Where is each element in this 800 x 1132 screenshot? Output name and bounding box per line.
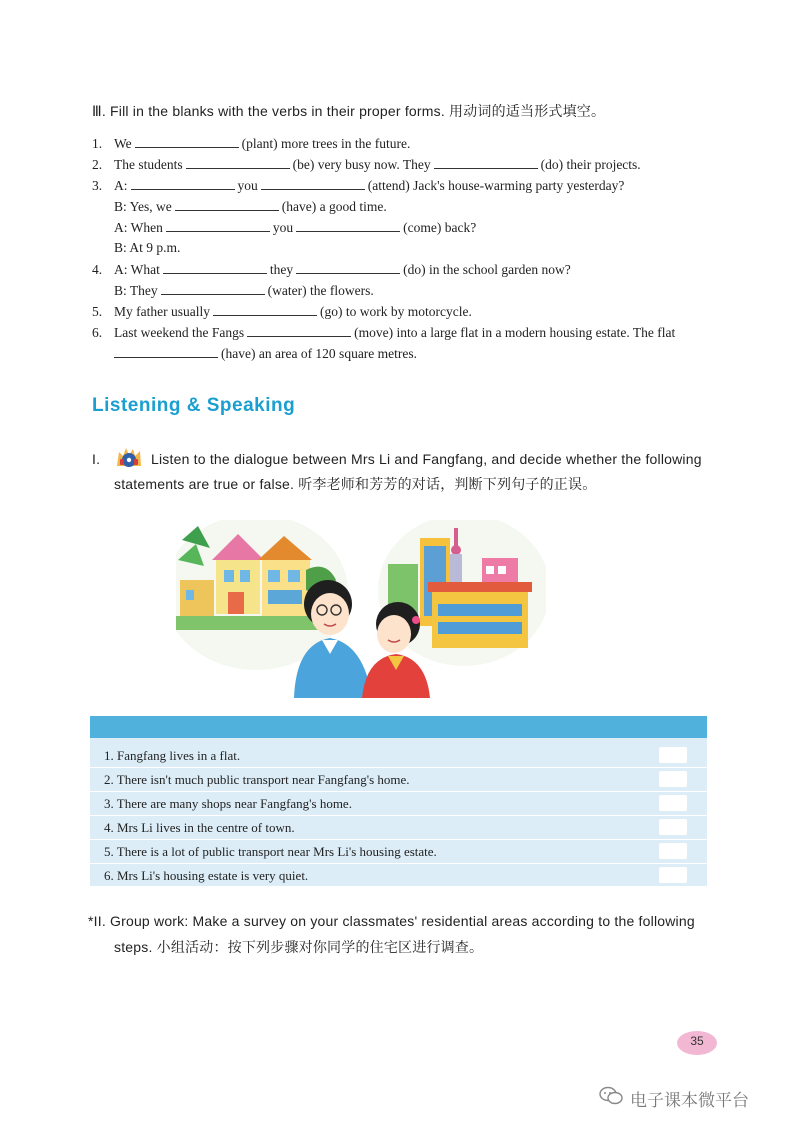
answer-blank[interactable]	[114, 345, 218, 358]
statement-text: 1. Fangfang lives in a flat.	[104, 748, 241, 763]
exercise-item: B: Yes, we (have) a good time.	[114, 199, 387, 214]
answer-blank[interactable]	[261, 177, 365, 190]
table-row	[90, 840, 707, 864]
answer-blank[interactable]	[247, 324, 351, 337]
statement-text: 4. Mrs Li lives in the centre of town.	[104, 820, 295, 835]
table-row	[90, 864, 707, 887]
answer-box[interactable]	[659, 747, 687, 763]
exercise-item: 5. My father usually (go) to work by motorcycle.	[92, 304, 472, 319]
statement-text: 6. Mrs Li's housing estate is very quiet.	[104, 868, 309, 883]
exercise-item: 3. A: you (attend) Jack's house-warming party yesterday?	[92, 178, 625, 193]
answer-box[interactable]	[659, 795, 687, 811]
answer-box[interactable]	[659, 771, 687, 787]
exercise-2-instruction: *II. Group work: Make a survey on your classmates' residential areas according to the following	[88, 913, 695, 929]
exercise-1-instruction: Listen to the dialogue between Mrs Li and Fangfang, and decide whether the following	[151, 451, 702, 467]
table-row	[90, 816, 707, 840]
audio-cd-icon[interactable]	[114, 446, 144, 470]
answer-blank[interactable]	[166, 219, 270, 232]
wechat-icon	[598, 1086, 624, 1106]
exercise-item: (have) an area of 120 square metres.	[114, 345, 417, 362]
answer-blank[interactable]	[213, 303, 317, 316]
true-false-table	[90, 716, 707, 886]
section-title: Listening & Speaking	[92, 395, 296, 416]
exercise-1-number: I.	[92, 451, 101, 467]
exercise-1-instruction-2: statements are true or false. 听李老师和芳芳的对话，判断下列句子的正误。	[114, 476, 597, 492]
answer-box[interactable]	[659, 819, 687, 835]
table-row	[90, 744, 707, 768]
answer-box[interactable]	[659, 843, 687, 859]
statement-text: 2. There isn't much public transport near Fangfang's home.	[104, 772, 410, 787]
answer-blank[interactable]	[131, 177, 235, 190]
exercise-item: A: When you (come) back?	[114, 220, 477, 235]
exercise-item: B: At 9 p.m.	[114, 240, 181, 255]
table-row	[90, 792, 707, 816]
answer-blank[interactable]	[296, 219, 400, 232]
answer-blank[interactable]	[186, 156, 290, 169]
exercise-item: B: They (water) the flowers.	[114, 283, 374, 298]
answer-blank[interactable]	[296, 261, 400, 274]
answer-blank[interactable]	[175, 198, 279, 211]
answer-blank[interactable]	[135, 135, 239, 148]
exercise-item: 6. Last weekend the Fangs (move) into a large flat in a modern housing estate. The flat	[92, 325, 676, 340]
statement-text: 5. There is a lot of public transport near Mrs Li's housing estate.	[104, 844, 437, 859]
exercise-item: 2. The students (be) very busy now. They (do) their projects.	[92, 157, 641, 172]
answer-box[interactable]	[659, 867, 687, 883]
statement-text: 3. There are many shops near Fangfang's home.	[104, 796, 352, 811]
exercise-item: 4. A: What they (do) in the school garden now?	[92, 262, 571, 277]
answer-blank[interactable]	[434, 156, 538, 169]
table-header	[90, 716, 707, 738]
exercise-3-heading: Ⅲ. Fill in the blanks with the verbs in their proper forms. 用动词的适当形式填空。	[92, 103, 606, 119]
page-number: 35	[677, 1031, 717, 1055]
answer-blank[interactable]	[163, 261, 267, 274]
exercise-item: 1. We (plant) more trees in the future.	[92, 136, 411, 151]
watermark-text: 电子课本微平台	[630, 1091, 749, 1111]
table-row	[90, 768, 707, 792]
exercise-2-instruction-2: steps. 小组活动：按下列步骤对你同学的住宅区进行调查。	[114, 939, 484, 955]
answer-blank[interactable]	[161, 282, 265, 295]
dialogue-illustration	[176, 520, 546, 698]
